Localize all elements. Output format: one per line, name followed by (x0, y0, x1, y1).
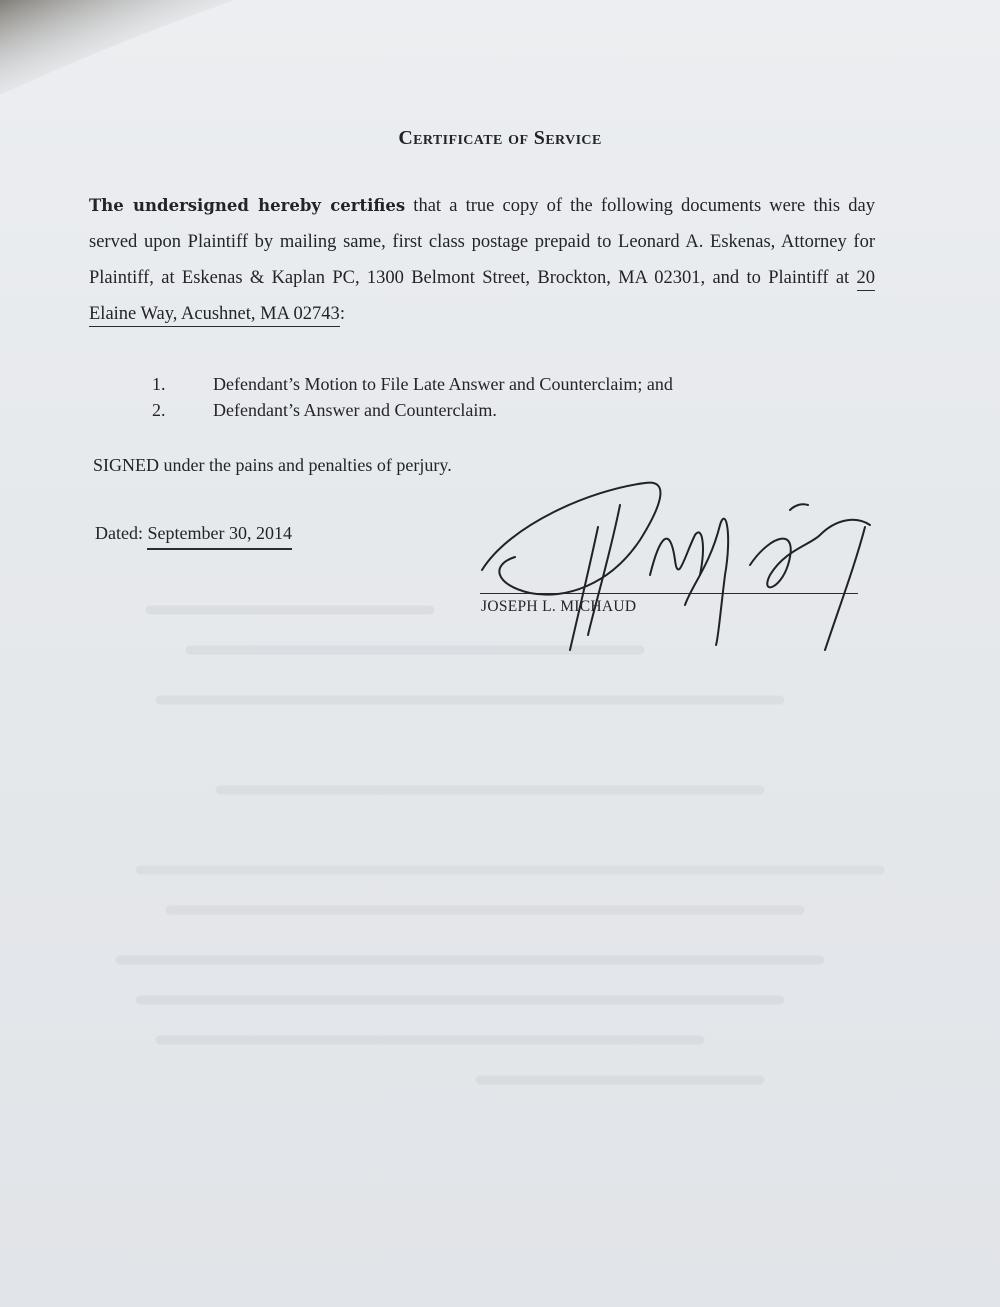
certificate-title: Certificate of Service (398, 127, 602, 149)
list-item-number: 2. (152, 400, 166, 420)
certification-text-end: : (339, 304, 345, 324)
dated-label: Dated: (95, 523, 148, 543)
certification-text: that a true copy of the following documents were this day served upon Plaintiff by mailing same, first class postage prepaid to Leonard A. Eskenas, Attorney for Plaintiff, at Eskenas & Kaplan PC, 1300 Belmont Street, Brockton, MA 02301, and to Plaintiff at (89, 196, 875, 288)
certification-paragraph (89, 188, 875, 332)
plaintiff-address: 20 Elaine Way, Acushnet, MA 02743 (89, 268, 875, 327)
handwritten-signature (470, 465, 890, 665)
dated-line (95, 523, 292, 550)
list-item-text: Defendant’s Motion to File Late Answer and Counterclaim; and (213, 374, 673, 394)
list-item (152, 397, 673, 423)
dated-value: September 30, 2014 (147, 523, 291, 550)
documents-served-list (152, 371, 673, 423)
list-item-number: 1. (152, 374, 166, 394)
signatory-name: JOSEPH L. MICHAUD (481, 598, 637, 615)
perjury-attestation: SIGNED under the pains and penalties of perjury. (93, 455, 452, 475)
list-item-text: Defendant’s Answer and Counterclaim. (213, 400, 497, 420)
certification-lead: The undersigned hereby certifies (89, 196, 406, 215)
list-item (152, 371, 673, 397)
signature-line (480, 593, 858, 594)
